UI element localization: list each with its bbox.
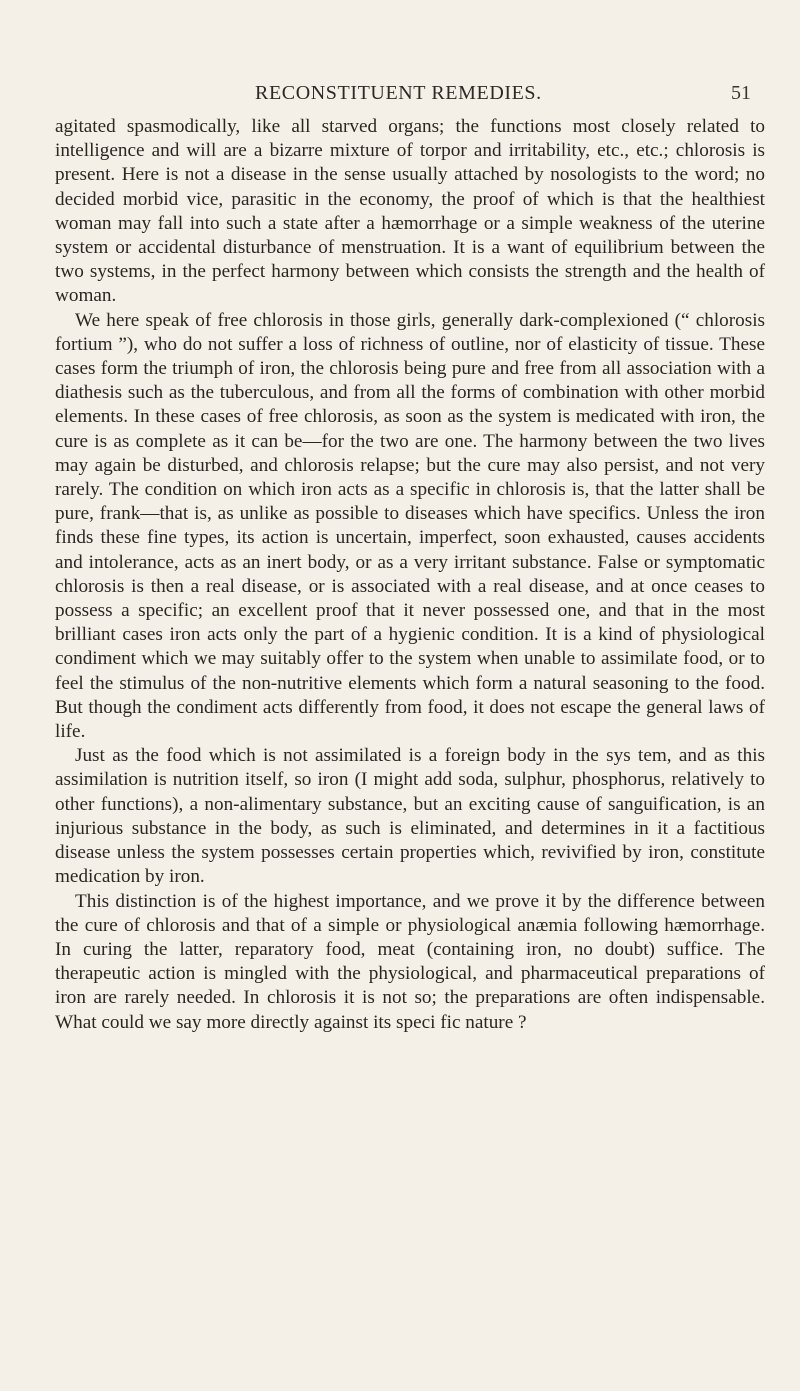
page-number: 51 <box>731 82 751 104</box>
body-text <box>55 115 765 1035</box>
paragraph-continued: agitated spasmodically, like all starved organs; the functions most closely related to intelligence and will are a bizarre mixture of torpor and irritability, etc., etc.; chlorosis is present. Here is not a disease in the sense usually attached by nosologists to the word; no decided morbid vice, parasitic in the economy, the proof of which is that the healthiest woman may fall into such a state after a hæmorrhage or a simple weakness of the uterine system or accidental disturbance of menstruation. It is a want of equilibrium between the two systems, in the perfect harmony between which consists the strength and the health of woman. <box>55 116 765 307</box>
paragraph-assimilation: Just as the food which is not assimilated is a foreign body in the sys tem, and as this assimilation is nutrition itself, so iron (I might add soda, sulphur, phosphorus, relatively to other functions), a non-alimentary substance, but an exciting cause of sanguification, is an injurious substance in the body, as such is eliminated, and determines in it a factitious disease unless the system possesses certain properties which, revivified by iron, constitute medication by iron. <box>55 745 765 888</box>
paragraph-free-chlorosis: We here speak of free chlorosis in those girls, generally dark-complexioned (“ chlorosis fortium ”), who do not suffer a loss of richness of outline, nor of elasticity of tissue. These cases form the triumph of iron, the chlorosis being pure and free from all association with a diathesis such as the tuberculous, and from all the forms of combination with other morbid elements. In these cases of free chlorosis, as soon as the system is medicated with iron, the cure is as complete as it can be—for the two are one. The harmony between the two lives may again be disturbed, and chlorosis relapse; but the cure may also persist, and not very rarely. The condition on which iron acts as a specific in chlorosis is, that the latter shall be pure, frank—that is, as unlike as possible to diseases which have specifics. Unless the iron finds these fine types, its action is uncertain, imperfect, soon exhausted, causes accidents and intolerance, acts as an inert body, or as a very irritant substance. False or symptomatic chlorosis is then a real disease, or is associated with a real disease, and at once ceases to possess a specific; an excellent proof that it never possessed one, and that in the most brilliant cases iron acts only the part of a hygienic condition. It is a kind of physiological condiment which we may suitably offer to the system when unable to assimilate food, or to feel the stimulus of the non-nutritive elements which form a natural seasoning to the food. But though the condiment acts differently from food, it does not escape the general laws of life. <box>55 309 765 743</box>
paragraph-distinction: This distinction is of the highest importance, and we prove it by the difference between the cure of chlorosis and that of a simple or physiological anæmia following hæmorrhage. In curing the latter, reparatory food, meat (containing iron, no doubt) suffice. The therapeutic action is mingled with the physiological, and pharmaceutical preparations of iron are rarely needed. In chlorosis it is not so; the preparations are often indispensable. What could we say more directly against its speci fic nature ? <box>55 890 765 1033</box>
running-title: RECONSTITUENT REMEDIES. <box>255 82 542 104</box>
running-head <box>0 78 800 108</box>
